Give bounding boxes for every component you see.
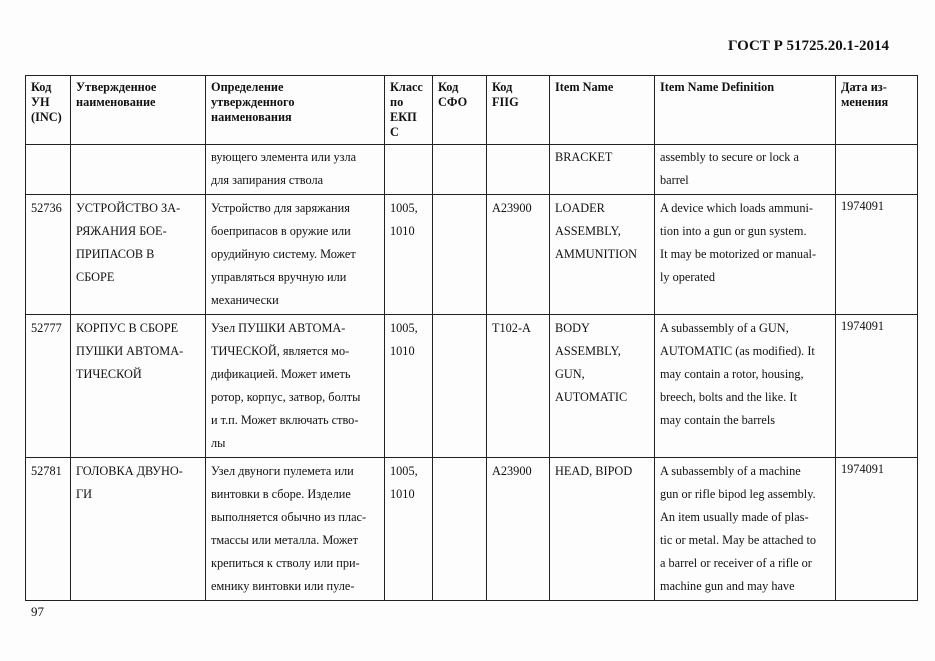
cell-sfo: [433, 145, 487, 195]
cell-item-name: HEAD, BIPOD: [550, 458, 655, 601]
cell-class: [385, 145, 433, 195]
cell-change-date: 1974091: [836, 458, 918, 601]
table-row-continuation: [26, 145, 918, 195]
cell-change-date: 1974091: [836, 315, 918, 458]
column-header-sfo: Код СФО: [433, 76, 487, 145]
cell-definition: Устройство для заряжания боеприпасов в оружие или орудийную систему. Может управляться вручную или механически: [206, 195, 385, 315]
cell-approved-name: КОРПУС В СБОРЕ ПУШКИ АВТОМА- ТИЧЕСКОЙ: [71, 315, 206, 458]
cell-sfo: [433, 315, 487, 458]
cell-change-date: 1974091: [836, 195, 918, 315]
cell-class: 1005, 1010: [385, 195, 433, 315]
nomenclature-table: [25, 75, 918, 601]
cell-item-name: LOADER ASSEMBLY, AMMUNITION: [550, 195, 655, 315]
cell-change-date: [836, 145, 918, 195]
cell-inc: 52781: [26, 458, 71, 601]
column-header-item-name-definition: Item Name Definition: [655, 76, 836, 145]
cell-approved-name: ГОЛОВКА ДВУНО- ГИ: [71, 458, 206, 601]
cell-item-name-definition: A subassembly of a machine gun or rifle bipod leg assembly. An item usually made of plas- tic or metal. May be attached to a barrel or receiver of a rifle or machine gun and may have: [655, 458, 836, 601]
table-row: [26, 315, 918, 458]
cell-inc: 52736: [26, 195, 71, 315]
cell-item-name: BRACKET: [550, 145, 655, 195]
cell-inc: [26, 145, 71, 195]
column-header-fiig: Код FIIG: [487, 76, 550, 145]
cell-definition: Узел двуноги пулемета или винтовки в сборе. Изделие выполняется обычно из плас- тмассы или металла. Может крепиться к стволу или при- емнику винтовки или пуле-: [206, 458, 385, 601]
cell-approved-name: УСТРОЙСТВО ЗА- РЯЖАНИЯ БОЕ- ПРИПАСОВ В СБОРЕ: [71, 195, 206, 315]
cell-fiig: [487, 145, 550, 195]
column-header-approved-name: Утвержденное наименование: [71, 76, 206, 145]
cell-definition: Узел ПУШКИ АВТОМА- ТИЧЕСКОЙ, является мо- дификацией. Может иметь ротор, корпус, затвор, болты и т.п. Может включать ство- лы: [206, 315, 385, 458]
cell-item-name-definition: A subassembly of a GUN, AUTOMATIC (as modified). It may contain a rotor, housing, breech, bolts and the like. It may contain the barrels: [655, 315, 836, 458]
table-header-row: [26, 76, 918, 145]
page-number: 97: [31, 604, 44, 619]
cell-fiig: A23900: [487, 195, 550, 315]
column-header-definition: Определение утвержденного наименования: [206, 76, 385, 145]
column-header-class: Класс по ЕКП С: [385, 76, 433, 145]
cell-inc: 52777: [26, 315, 71, 458]
cell-fiig: T102-A: [487, 315, 550, 458]
cell-item-name: BODY ASSEMBLY, GUN, AUTOMATIC: [550, 315, 655, 458]
column-header-inc: Код УН (INC): [26, 76, 71, 145]
cell-class: 1005, 1010: [385, 458, 433, 601]
cell-fiig: A23900: [487, 458, 550, 601]
cell-item-name-definition: A device which loads ammuni- tion into a gun or gun system. It may be motorized or manual- ly operated: [655, 195, 836, 315]
document-standard-number: ГОСТ Р 51725.20.1-2014: [727, 38, 889, 54]
column-header-change-date: Дата из- менения: [836, 76, 918, 145]
cell-approved-name: [71, 145, 206, 195]
cell-sfo: [433, 195, 487, 315]
cell-item-name-definition: assembly to secure or lock a barrel: [655, 145, 836, 195]
table-row: [26, 195, 918, 315]
cell-sfo: [433, 458, 487, 601]
cell-class: 1005, 1010: [385, 315, 433, 458]
cell-definition: вующего элемента или узла для запирания ствола: [206, 145, 385, 195]
column-header-item-name: Item Name: [550, 76, 655, 145]
table-row: [26, 458, 918, 601]
